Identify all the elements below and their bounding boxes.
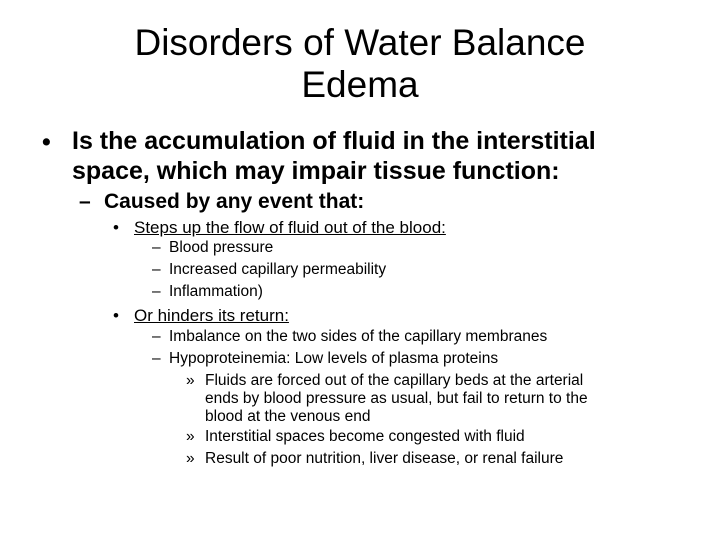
title-line-2: Edema — [301, 64, 419, 105]
main-point — [72, 126, 596, 186]
title-line-1: Disorders of Water Balance — [134, 22, 586, 63]
bullet-icon: • — [42, 128, 51, 156]
dash-icon: – — [152, 239, 161, 256]
sub-item-line: Fluids are forced out of the capillary beds at the arterial — [205, 372, 584, 389]
steps-up-item: Increased capillary permeability — [169, 261, 387, 278]
hinders-item: Hypoproteinemia: Low levels of plasma proteins — [169, 350, 499, 367]
raquo-icon: » — [186, 428, 195, 445]
hinders-heading: Or hinders its return: — [134, 306, 289, 325]
sub-item: Interstitial spaces become congested with fluid — [205, 428, 525, 445]
sub-item — [205, 372, 588, 426]
main-point-line-1: Is the accumulation of fluid in the interstitial — [72, 127, 596, 155]
sub-item-line: ends by blood pressure as usual, but fail to return to the — [205, 390, 588, 407]
steps-up-item: Blood pressure — [169, 239, 274, 256]
dash-icon: – — [152, 350, 161, 367]
dash-icon: – — [152, 261, 161, 278]
hinders-item: Imbalance on the two sides of the capillary membranes — [169, 328, 548, 345]
sub-item-line: blood at the venous end — [205, 408, 371, 425]
steps-up-heading: Steps up the flow of fluid out of the blood: — [134, 218, 446, 237]
dash-icon: – — [152, 328, 161, 345]
bullet-icon: • — [113, 218, 119, 237]
steps-up-item: Inflammation) — [169, 283, 263, 300]
dash-icon: – — [152, 283, 161, 300]
bullet-icon: • — [113, 306, 119, 325]
dash-icon: – — [79, 190, 91, 213]
caused-by-heading: Caused by any event that: — [104, 190, 365, 213]
sub-item: Result of poor nutrition, liver disease, or renal failure — [205, 450, 564, 467]
main-point-line-2: space, which may impair tissue function: — [72, 157, 560, 185]
raquo-icon: » — [186, 450, 195, 467]
raquo-icon: » — [186, 372, 195, 389]
slide-title — [0, 22, 720, 106]
